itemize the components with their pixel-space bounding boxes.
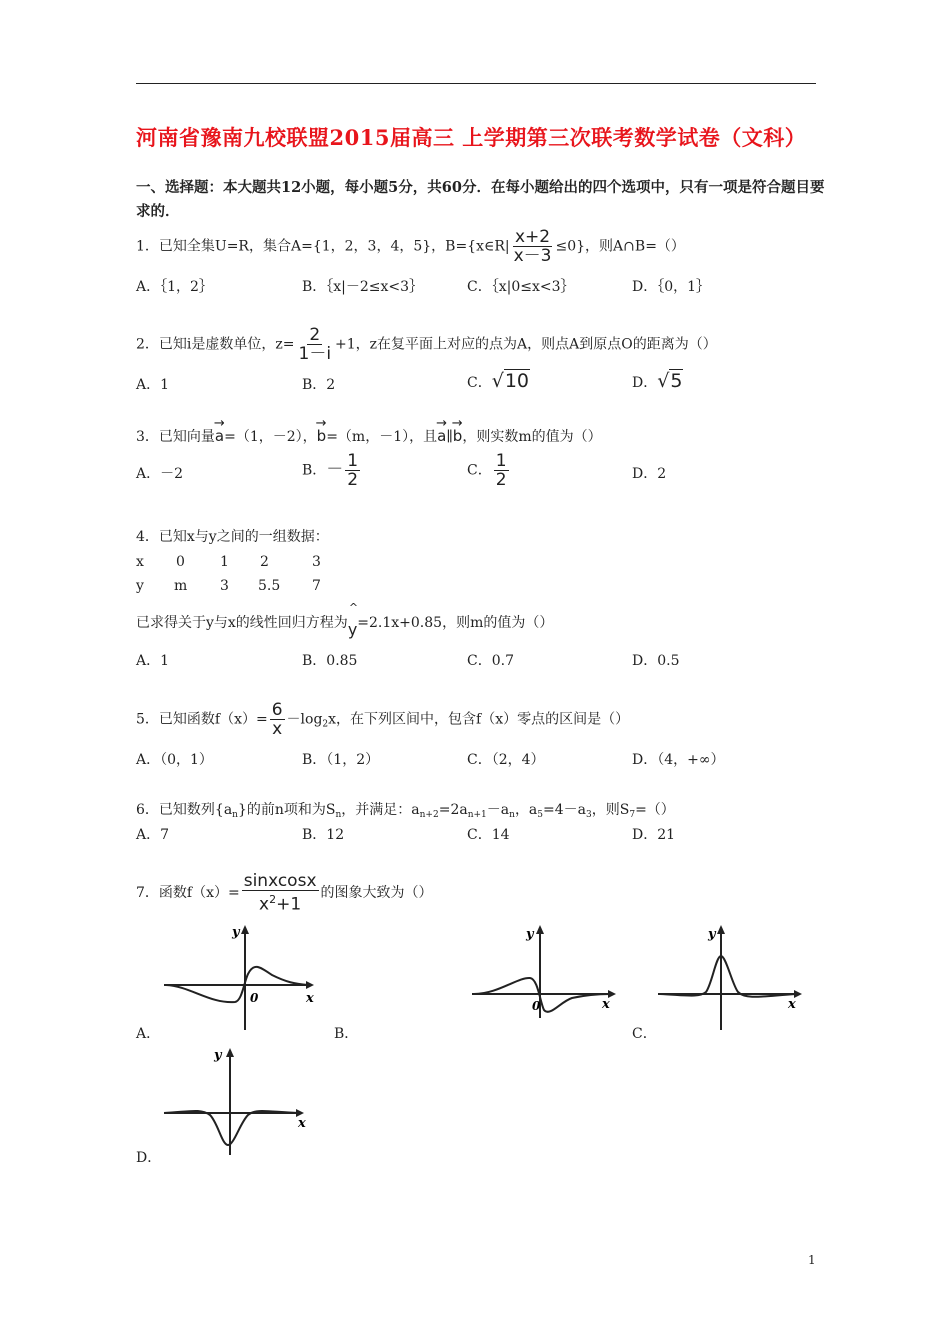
- frac-num: 1: [347, 451, 359, 471]
- sub-n-plus-2: n+2: [419, 810, 439, 820]
- header-rule: [136, 83, 816, 84]
- sub-7: 7: [629, 810, 636, 820]
- sub-3: 3: [586, 810, 592, 820]
- sqrt-10-radicand: 10: [504, 370, 530, 392]
- q4-regression-line: [136, 601, 554, 639]
- graph-a[interactable]: [160, 922, 320, 1034]
- vector-b-2: → b: [453, 427, 463, 445]
- q1-option-b[interactable]: B．｛x|－2≤x<3｝: [302, 279, 424, 295]
- q2-option-b[interactable]: B．2: [302, 377, 336, 393]
- q2-frac-den: 1－i: [298, 344, 332, 364]
- q4-option-a[interactable]: A．1: [136, 653, 170, 669]
- q5-option-c[interactable]: C．（2，4）: [467, 752, 545, 768]
- y-hat: [347, 601, 359, 639]
- q6-t1: 6．已知数列{a: [136, 802, 233, 818]
- x-axis-label: x: [306, 991, 314, 1006]
- x-axis-label: x: [602, 997, 610, 1012]
- q3-option-b-sign: －: [326, 459, 344, 480]
- sqrt-5-radicand: 5: [670, 370, 683, 392]
- page-title: 河南省豫南九校联盟2015届高三 上学期第三次联考数学试卷（文科）: [136, 125, 807, 150]
- y-axis-label: y: [214, 1048, 222, 1063]
- question-7: [136, 872, 433, 914]
- q2-option-c[interactable]: [467, 372, 530, 392]
- q1-fraction: [512, 228, 554, 265]
- q7-den-x: x: [259, 894, 270, 915]
- origin-label: 0: [532, 999, 541, 1013]
- y-axis-label: y: [708, 927, 716, 942]
- q5-frac-num: 6: [271, 700, 283, 720]
- question-4: 4．已知x与y之间的一组数据：: [136, 529, 329, 545]
- y-axis-arrow: [226, 1048, 234, 1057]
- q6-t9: =（）: [635, 802, 675, 818]
- q7-text-post: 的图象大致为（）: [320, 884, 433, 901]
- q3-text-5: ，则实数m的值为（）: [462, 429, 602, 445]
- q1-text-post: ≤0}，则A∩B=（）: [555, 238, 685, 255]
- q7-fraction: [242, 872, 319, 914]
- q3-option-b[interactable]: [302, 452, 362, 489]
- frac-den: 2: [347, 470, 359, 490]
- q3-parallel-sign: ∥: [446, 429, 453, 445]
- table-cell: m: [174, 578, 188, 594]
- question-2: [136, 326, 717, 363]
- q2-option-d[interactable]: [632, 372, 683, 392]
- q6-option-d[interactable]: D．21: [632, 827, 676, 843]
- q3-option-b-fraction: [345, 452, 360, 489]
- table-cell: 5.5: [258, 578, 281, 594]
- q3-option-d[interactable]: D．2: [632, 466, 667, 482]
- graph-curve: [660, 956, 796, 997]
- q7-frac-num: sinxcosx: [243, 871, 317, 891]
- y-hat-letter: y: [347, 620, 358, 639]
- y-axis-label: y: [526, 927, 534, 942]
- question-6: [136, 801, 675, 824]
- q5-frac-den: x: [272, 719, 283, 739]
- q6-t5: －a: [486, 802, 510, 818]
- hat-accent: ^: [348, 601, 359, 614]
- page-number: 1: [808, 1253, 816, 1267]
- q5-text-pre: 5．已知函数f（x）=: [136, 711, 268, 728]
- table-cell: y: [136, 578, 144, 594]
- y-axis-label: y: [232, 925, 240, 940]
- table-cell: x: [136, 554, 144, 570]
- sqrt-10: √10: [491, 370, 530, 392]
- q1-frac-den: x－3: [513, 246, 552, 266]
- y-axis-arrow: [241, 925, 249, 934]
- q2-fraction: [297, 326, 334, 363]
- table-cell: 3: [312, 554, 321, 570]
- sub-n-plus-1: n+1: [467, 810, 487, 820]
- q4-text-pre: 已求得关于y与x的线性回归方程为: [136, 615, 348, 631]
- sub-n: n: [335, 810, 342, 820]
- vector-b: → b: [317, 427, 327, 445]
- q4-option-d[interactable]: D．0.5: [632, 653, 680, 669]
- q6-option-c[interactable]: C．14: [467, 827, 510, 843]
- graph-c[interactable]: [654, 922, 806, 1034]
- q5-text-log: －log: [286, 711, 323, 728]
- sqrt-5: √5: [657, 370, 683, 392]
- q5-option-d[interactable]: D．（4，+∞）: [632, 752, 725, 768]
- q6-t4: =2a: [438, 802, 468, 818]
- q2-text-pre: 2．已知i是虚数单位，z=: [136, 336, 295, 353]
- q5-option-a[interactable]: A．（0，1）: [136, 752, 213, 768]
- table-cell: 2: [260, 554, 269, 570]
- q3-text-3: =（m，－1），且: [326, 429, 438, 445]
- x-axis-label: x: [298, 1116, 306, 1131]
- question-3: [136, 427, 602, 446]
- q7-option-c[interactable]: C．: [632, 1026, 657, 1042]
- graph-d[interactable]: [160, 1045, 312, 1157]
- q3-option-c-label: C．: [467, 462, 492, 479]
- y-axis-arrow: [717, 925, 725, 934]
- q3-option-b-label: B．: [302, 462, 327, 479]
- frac-den: 2: [495, 470, 507, 490]
- q3-option-c[interactable]: [467, 452, 511, 489]
- q3-text-2: =（1，－2），: [224, 429, 317, 445]
- q2-option-c-label: C．: [467, 375, 492, 391]
- q7-option-d[interactable]: D．: [136, 1150, 162, 1166]
- q1-text-pre: 1．已知全集U=R，集合A={1，2，3，4，5}，B={x∈R|: [136, 238, 510, 255]
- table-cell: 1: [220, 554, 229, 570]
- q3-option-c-fraction: [494, 452, 509, 489]
- q5-option-b[interactable]: B．（1，2）: [302, 752, 380, 768]
- q5-text-post: x，在下列区间中，包含f（x）零点的区间是（）: [328, 711, 630, 728]
- graph-b[interactable]: [468, 922, 620, 1020]
- question-1: [136, 228, 685, 265]
- q1-option-d[interactable]: D．｛0，1｝: [632, 279, 711, 295]
- q6-t2: }的前n项和为S: [237, 802, 336, 818]
- q2-frac-num: 2: [309, 325, 321, 345]
- x-axis-label: x: [788, 997, 796, 1012]
- q2-option-d-label: D．: [632, 375, 658, 391]
- origin-label: 0: [250, 991, 259, 1005]
- q6-t6: ，a: [514, 802, 538, 818]
- y-axis-arrow: [536, 925, 544, 934]
- table-cell: 7: [312, 578, 321, 594]
- table-cell: 0: [176, 554, 185, 570]
- q6-t3: ，并满足：a: [341, 802, 420, 818]
- table-cell: 3: [220, 578, 229, 594]
- q1-option-c[interactable]: C．｛x|0≤x<3｝: [467, 279, 575, 295]
- q6-option-a[interactable]: A．7: [136, 827, 170, 843]
- q6-t8: ，则S: [591, 802, 630, 818]
- q7-den-exp: 2: [269, 893, 277, 906]
- q3-text-1: 3．已知向量: [136, 429, 215, 445]
- q2-text-post: +1，z在复平面上对应的点为A，则点A到原点O的距离为（）: [335, 336, 717, 353]
- question-5: [136, 701, 629, 738]
- vector-a: → a: [215, 427, 224, 445]
- section-heading: 一、选择题：本大题共12小题，每小题5分，共60分．在每小题给出的四个选项中，只有一项是符合题目要求的．: [136, 179, 825, 220]
- q4-option-b[interactable]: B．0.85: [302, 653, 358, 669]
- q6-option-b[interactable]: B．12: [302, 827, 345, 843]
- q7-option-b[interactable]: B．: [334, 1026, 359, 1042]
- q4-text-post: =2.1x+0.85，则m的值为（）: [357, 615, 554, 631]
- q7-option-a[interactable]: A．: [136, 1026, 161, 1042]
- q7-text-pre: 7．函数f（x）=: [136, 884, 240, 901]
- q7-den-plus-1: +1: [276, 894, 302, 915]
- sub-5: 5: [537, 810, 544, 820]
- vector-a-2: → a: [437, 427, 446, 445]
- sub-n: n: [232, 810, 238, 820]
- q7-frac-den: [257, 891, 303, 914]
- q2-option-a[interactable]: A．1: [136, 377, 170, 393]
- q5-fraction: [270, 701, 285, 738]
- log-base: 2: [322, 719, 329, 730]
- q3-option-a[interactable]: A．－2: [136, 466, 184, 482]
- frac-num: 1: [495, 451, 507, 471]
- q1-option-a[interactable]: A．｛1，2｝: [136, 279, 213, 295]
- q4-option-c[interactable]: C．0.7: [467, 653, 514, 669]
- sub-n: n: [509, 810, 515, 820]
- q6-t7: =4－a: [543, 802, 587, 818]
- q1-frac-num: x+2: [515, 227, 551, 247]
